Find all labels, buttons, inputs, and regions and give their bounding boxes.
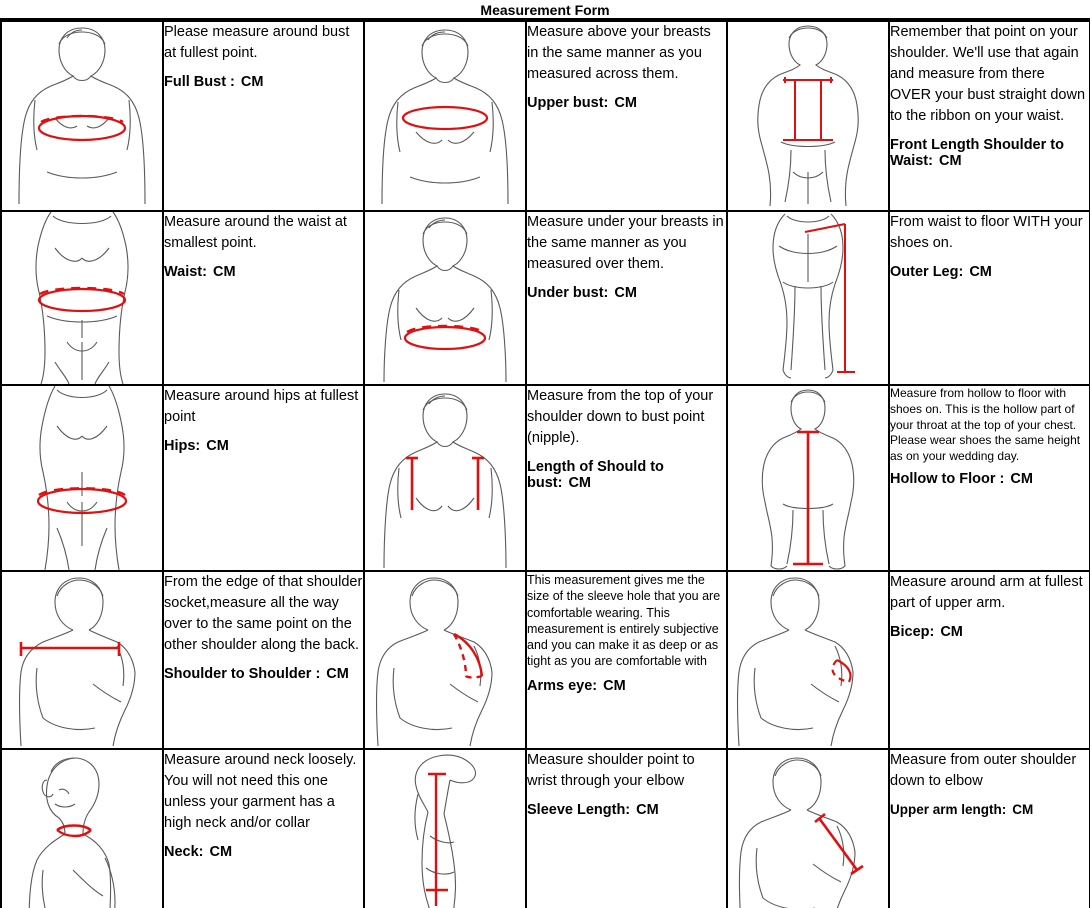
label-text: Sleeve Length:	[527, 802, 631, 819]
label-text: Hips:	[164, 438, 201, 455]
cell-upper-arm-length	[889, 749, 1090, 908]
figure-bicep	[727, 571, 889, 749]
description-full-bust: Please measure around bust at fullest point.	[164, 24, 350, 62]
figure-waist	[1, 211, 163, 385]
label-hollow-to-floor	[890, 471, 1089, 487]
figure-upper-bust	[364, 21, 526, 211]
description-upper-bust: Measure above your breasts in the same manner as you measured across them.	[527, 24, 711, 83]
figure-outer-leg	[727, 211, 889, 385]
label-text: Upper arm length:	[890, 802, 1007, 818]
description-front-length: Remember that point on your shoulder. We'll use that again and measure from there OVER your bust straight down to the ribbon on your waist.	[890, 24, 1086, 125]
description-hollow-to-floor: Measure from hollow to floor with shoes on. This is the hollow part of your throat at the top of your chest. Please wear shoes the same height as on your wedding day.	[890, 386, 1081, 464]
description-sleeve-length: Measure shoulder point to wrist through your elbow	[527, 752, 695, 790]
label-under-bust	[527, 285, 726, 301]
cell-neck	[163, 749, 364, 908]
cell-upper-bust	[526, 21, 727, 211]
cell-hips	[163, 385, 364, 571]
label-text: Under bust:	[527, 285, 609, 302]
unit-text: CM	[212, 264, 236, 281]
cell-shoulder-to-bust	[526, 385, 727, 571]
label-text: Arms eye:	[527, 677, 598, 694]
label-front-length	[890, 137, 1089, 169]
figure-hips	[1, 385, 163, 571]
cell-arms-eye	[526, 571, 727, 749]
table-row	[1, 571, 1090, 749]
cell-sleeve-length	[526, 749, 727, 908]
unit-text: CM	[1010, 471, 1033, 488]
label-text: Hollow to Floor :	[890, 471, 1005, 488]
figure-arms-eye	[364, 571, 526, 749]
table-row	[1, 385, 1090, 571]
cell-bicep	[889, 571, 1090, 749]
cell-front-length	[889, 21, 1090, 211]
unit-text: CM	[206, 438, 229, 455]
figure-sleeve-length	[364, 749, 526, 908]
figure-upper-arm-length	[727, 749, 889, 908]
unit-text: CM	[969, 264, 992, 281]
figure-shoulder-to-bust	[364, 385, 526, 571]
label-text: Shoulder to Shoulder :	[164, 666, 321, 683]
unit-text: CM	[614, 95, 637, 112]
label-text: Bicep:	[890, 624, 935, 641]
cell-outer-leg	[889, 211, 1090, 385]
label-full-bust	[164, 74, 363, 90]
figure-front-length	[727, 21, 889, 211]
page-title: Measurement Form	[0, 0, 1090, 20]
label-upper-arm-length	[890, 802, 1089, 817]
label-shoulder-to-bust	[527, 459, 726, 491]
label-neck	[164, 844, 363, 860]
cell-waist	[163, 211, 364, 385]
label-text: Front Length Shoulder to Waist:	[890, 137, 1064, 170]
cell-shoulder-to-shoulder	[163, 571, 364, 749]
unit-text: CM	[614, 285, 637, 302]
label-bicep	[890, 624, 1089, 640]
label-text: Outer Leg:	[890, 264, 964, 281]
unit-text: CM	[209, 844, 233, 861]
label-text: Full Bust :	[164, 74, 235, 91]
label-text: Waist:	[164, 264, 207, 281]
label-upper-bust	[527, 95, 726, 111]
description-upper-arm-length: Measure from outer shoulder down to elbow	[890, 752, 1077, 790]
description-under-bust: Measure under your breasts in the same manner as you measured over them.	[527, 214, 724, 273]
unit-text: CM	[240, 74, 264, 91]
description-arms-eye: This measurement gives me the size of the sleeve hole that you are comfortable wearing. This measurement is entirely subjective and you can make it as deep or as tight as you are comfortable with	[527, 573, 721, 669]
label-shoulder-to-shoulder	[164, 666, 363, 682]
unit-text: CM	[940, 624, 963, 641]
figure-under-bust	[364, 211, 526, 385]
description-bicep: Measure around arm at fullest part of upper arm.	[890, 574, 1083, 612]
unit-text: CM	[938, 153, 962, 170]
label-text: Upper bust:	[527, 95, 609, 112]
label-outer-leg	[890, 264, 1089, 280]
cell-under-bust	[526, 211, 727, 385]
figure-full-bust	[1, 21, 163, 211]
unit-text: CM	[326, 666, 349, 683]
description-shoulder-to-bust: Measure from the top of your shoulder down to bust point (nipple).	[527, 388, 714, 447]
label-text: Length of Should to bust:	[527, 459, 664, 492]
label-arms-eye	[527, 678, 726, 694]
description-shoulder-to-shoulder: From the edge of that shoulder socket,measure all the way over to the same point on the other shoulder along the back.	[164, 574, 363, 654]
label-text: Neck:	[164, 844, 204, 861]
table-row	[1, 749, 1090, 908]
unit-text: CM	[1012, 802, 1034, 818]
label-sleeve-length	[527, 802, 726, 818]
unit-text: CM	[636, 802, 659, 819]
description-neck: Measure around neck loosely. You will not need this one unless your garment has a high neck and/or collar	[164, 752, 357, 832]
unit-text: CM	[568, 475, 591, 492]
measurement-table	[0, 20, 1090, 908]
table-row	[1, 21, 1090, 211]
figure-hollow-to-floor	[727, 385, 889, 571]
cell-hollow-to-floor	[889, 385, 1090, 571]
cell-full-bust	[163, 21, 364, 211]
label-hips	[164, 438, 363, 454]
description-outer-leg: From waist to floor WITH your shoes on.	[890, 214, 1083, 252]
figure-neck	[1, 749, 163, 908]
unit-text: CM	[603, 677, 626, 694]
table-row	[1, 211, 1090, 385]
label-waist	[164, 264, 363, 280]
figure-shoulder-to-shoulder	[1, 571, 163, 749]
description-waist: Measure around the waist at smallest point.	[164, 214, 347, 252]
description-hips: Measure around hips at fullest point	[164, 388, 359, 426]
